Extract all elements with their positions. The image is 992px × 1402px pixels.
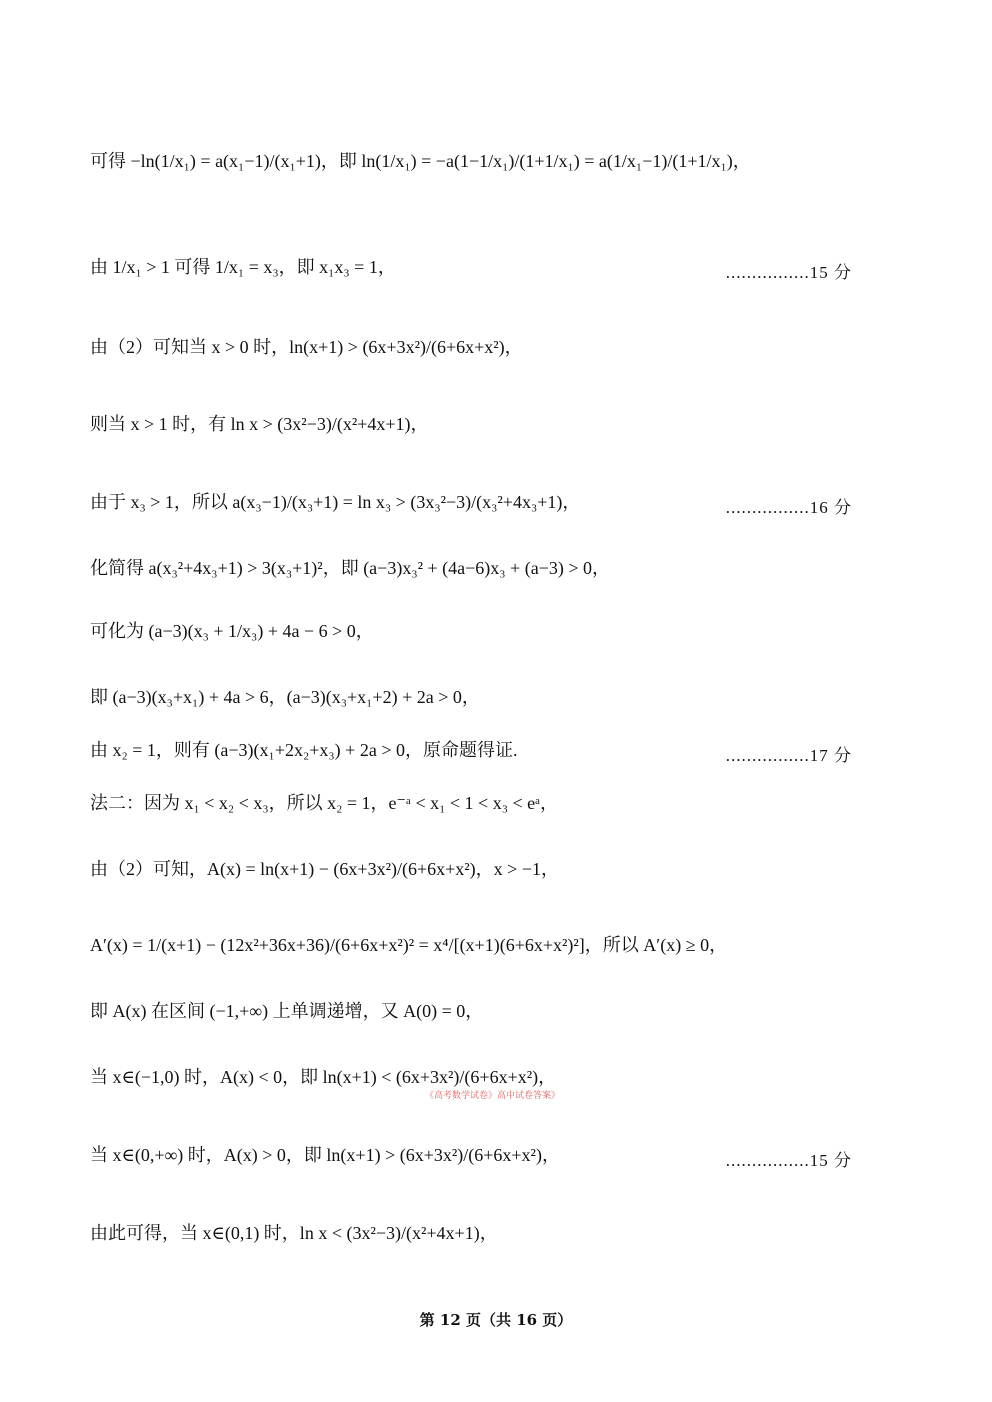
case-positive-line: 当 x∈(0,+∞) 时，A(x) > 0，即 ln(x+1) > (6x+3x²)/(6+6x+x²)， (90, 1145, 560, 1165)
derivation-line-2: 由 1/x₁ > 1 可得 1/x₁ = x₃，即 x₁x₃ = 1， (90, 257, 396, 277)
derivation-line-7: 可化为 (a−3)(x₃ + 1/x₃) + 4a − 6 > 0， (90, 621, 374, 641)
conclusion-line: 由此可得，当 x∈(0,1) 时，ln x < (3x²−3)/(x²+4x+1)， (90, 1223, 498, 1243)
page-footer: 第 12 页（共 16 页） (419, 1311, 573, 1329)
derivation-line-4: 则当 x > 1 时，有 ln x > (3x²−3)/(x²+4x+1)， (90, 414, 429, 434)
watermark-text: 《高考数学试卷》高中试卷答案》 (425, 1091, 561, 1101)
derivation-line-1: 可得 −ln(1/x₁) = a(x₁−1)/(x₁+1)，即 ln(1/x₁) = −a(1−1/x₁)/(1+1/x₁) = a(1/x₁−1)/(1+1/x₁)， (90, 151, 751, 171)
case-negative-line: 当 x∈(−1,0) 时，A(x) < 0，即 ln(x+1) < (6x+3x²)/(6+6x+x²)， (90, 1067, 557, 1087)
derivation-line-5: 由于 x₃ > 1，所以 a(x₃−1)/(x₃+1) = ln x₃ > (3x₃²−3)/(x₃²+4x₃+1)， (90, 492, 581, 512)
score-marker-15-second: ................15 分 (725, 1151, 852, 1170)
derivation-line-8: 即 (a−3)(x₃+x₁) + 4a > 6，(a−3)(x₃+x₁+2) + 2a > 0， (90, 687, 480, 707)
score-marker-17: ................17 分 (725, 746, 852, 765)
derivation-line-9: 由 x₂ = 1，则有 (a−3)(x₁+2x₂+x₃) + 2a > 0，原命题得证. (90, 740, 518, 760)
derivation-line-11: 由（2）可知，A(x) = ln(x+1) − (6x+3x²)/(6+6x+x²)，x > −1， (90, 859, 559, 879)
score-marker-16: ................16 分 (725, 498, 852, 517)
derivative-line: A′(x) = 1/(x+1) − (12x²+36x+36)/(6+6x+x²)² = x⁴/[(x+1)(6+6x+x²)²]，所以 A′(x) ≥ 0， (90, 935, 728, 955)
score-marker-15: ................15 分 (725, 263, 852, 282)
derivation-line-6: 化简得 a(x₃²+4x₃+1) > 3(x₃+1)²，即 (a−3)x₃² + (4a−6)x₃ + (a−3) > 0， (90, 558, 610, 578)
monotonic-line: 即 A(x) 在区间 (−1,+∞) 上单调递增，又 A(0) = 0， (90, 1001, 484, 1021)
derivation-line-3: 由（2）可知当 x > 0 时，ln(x+1) > (6x+3x²)/(6+6x+x²)， (90, 337, 523, 357)
method-two-line: 法二：因为 x₁ < x₂ < x₃，所以 x₂ = 1，e⁻ᵃ < x₁ < 1 < x₃ < eᵃ， (90, 793, 559, 813)
